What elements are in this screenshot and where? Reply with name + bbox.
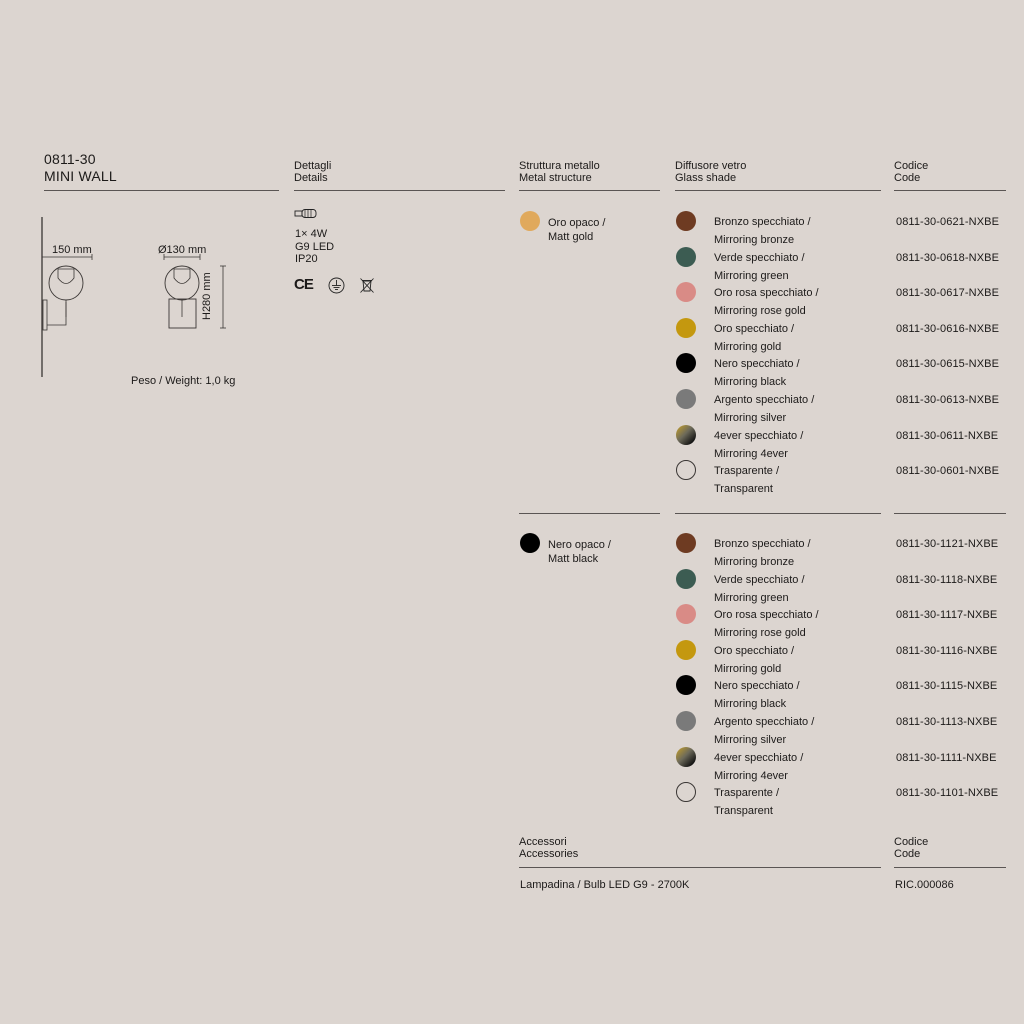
divider xyxy=(519,190,660,191)
product-variant-code: 0811-30-0617-NXBE xyxy=(896,287,1000,300)
product-variant-code: 0811-30-0621-NXBE xyxy=(896,216,1000,228)
details-power: 1× 4W xyxy=(295,228,328,240)
glass-name-it: Trasparente / xyxy=(714,787,780,800)
header-glass xyxy=(675,160,746,184)
ground-icon xyxy=(328,277,345,294)
product-variant-code: 0811-30-0613-NXBE xyxy=(896,394,1000,406)
glass-label xyxy=(714,249,805,285)
glass-name-it: Oro specchiato / xyxy=(714,644,795,657)
accessory-name: Lampadina / Bulb LED G9 - 2700K xyxy=(520,879,690,891)
product-variant-code: 0811-30-1111-NXBE xyxy=(896,751,997,764)
divider xyxy=(675,513,881,514)
glass-name-it: Bronzo specchiato / xyxy=(714,538,811,550)
product-variant-code: 0811-30-1117-NXBE xyxy=(896,609,998,622)
details-specs xyxy=(295,228,334,266)
glass-swatch xyxy=(676,675,696,695)
glass-label xyxy=(714,427,803,463)
glass-label xyxy=(714,284,819,320)
glass-name-it: Bronzo specchiato / xyxy=(714,216,811,228)
glass-label xyxy=(714,677,800,713)
glass-swatch xyxy=(676,782,696,802)
divider xyxy=(675,190,881,191)
glass-name-en: Mirroring bronze xyxy=(714,234,795,246)
ce-mark-icon: CE xyxy=(294,276,313,293)
glass-name-it: Oro specchiato / xyxy=(714,322,795,335)
header-accessories-code xyxy=(894,836,928,860)
glass-swatch xyxy=(676,389,696,409)
header-metal xyxy=(519,160,600,184)
metal-swatch-matt-gold xyxy=(520,211,540,231)
metal-name-it: Oro opaco / xyxy=(548,217,606,229)
metal-swatch-matt-black xyxy=(520,533,540,553)
glass-name-it: Trasparente / xyxy=(714,465,780,478)
glass-swatch xyxy=(676,353,696,373)
glass-swatch xyxy=(676,247,696,267)
glass-name-it: Argento specchiato / xyxy=(714,716,815,728)
weight-label: Peso / Weight: 1,0 kg xyxy=(131,375,236,387)
accessory-code: RIC.000086 xyxy=(895,879,954,891)
divider xyxy=(519,513,660,514)
glass-name-it: Verde specchiato / xyxy=(714,573,805,586)
metal-label xyxy=(548,216,605,244)
glass-name-en: Mirroring black xyxy=(714,698,787,711)
header-code-it: Codice xyxy=(894,836,929,848)
header-accessories xyxy=(519,836,578,860)
header-details-en: Details xyxy=(294,172,328,184)
glass-label xyxy=(714,571,805,607)
divider xyxy=(519,867,881,868)
glass-name-en: Mirroring silver xyxy=(714,734,787,746)
glass-name-it: 4ever specchiato / xyxy=(714,751,804,764)
glass-name-en: Mirroring black xyxy=(714,376,787,389)
glass-name-en: Mirroring 4ever xyxy=(714,769,788,782)
glass-label xyxy=(714,606,819,642)
glass-label xyxy=(714,713,814,749)
glass-name-it: Verde specchiato / xyxy=(714,251,805,264)
glass-swatch xyxy=(676,460,696,480)
glass-label xyxy=(714,320,794,356)
product-variant-code: 0811-30-1118-NXBE xyxy=(896,573,998,586)
header-metal-it: Struttura metallo xyxy=(519,160,600,172)
header-details-it: Dettagli xyxy=(294,160,332,172)
product-variant-code: 0811-30-0616-NXBE xyxy=(896,322,1000,335)
header-details xyxy=(294,160,331,184)
height-label: H280 mm xyxy=(201,272,213,320)
glass-swatch xyxy=(676,425,696,445)
glass-label xyxy=(714,535,811,571)
glass-swatch xyxy=(676,569,696,589)
product-variant-code: 0811-30-1101-NXBE xyxy=(896,787,999,800)
glass-name-en: Mirroring rose gold xyxy=(714,305,806,318)
header-accessories-it: Accessori xyxy=(519,836,567,848)
glass-name-it: 4ever specchiato / xyxy=(714,429,804,442)
divider xyxy=(894,867,1006,868)
details-source: G9 LED xyxy=(295,240,335,253)
glass-label xyxy=(714,355,800,391)
header-code-en: Code xyxy=(894,172,921,184)
product-variant-code: 0811-30-1116-NXBE xyxy=(896,644,998,657)
metal-name-en: Matt gold xyxy=(548,231,594,243)
glass-name-en: Mirroring silver xyxy=(714,412,787,424)
diameter-label: Ø130 mm xyxy=(158,244,207,256)
divider xyxy=(894,513,1006,514)
glass-name-it: Argento specchiato / xyxy=(714,394,815,406)
glass-label xyxy=(714,642,794,678)
divider xyxy=(44,190,279,191)
product-variant-code: 0811-30-1113-NXBE xyxy=(896,716,998,728)
product-variant-code: 0811-30-0611-NXBE xyxy=(896,429,999,442)
glass-label xyxy=(714,749,803,785)
glass-swatch xyxy=(676,282,696,302)
bulb-icon xyxy=(294,208,320,219)
product-variant-code: 0811-30-0601-NXBE xyxy=(896,465,1000,478)
metal-label xyxy=(548,538,611,566)
product-name: MINI WALL xyxy=(44,168,117,184)
glass-label xyxy=(714,391,814,427)
glass-label xyxy=(714,213,811,249)
header-glass-it: Diffusore vetro xyxy=(675,160,747,172)
metal-name-en: Matt black xyxy=(548,553,599,565)
header-code xyxy=(894,160,928,184)
product-variant-code: 0811-30-0615-NXBE xyxy=(896,358,1000,371)
glass-name-it: Nero specchiato / xyxy=(714,358,800,371)
header-metal-en: Metal structure xyxy=(519,172,592,184)
glass-name-en: Mirroring bronze xyxy=(714,556,795,568)
metal-name-it: Nero opaco / xyxy=(548,539,611,551)
details-ip: IP20 xyxy=(295,253,318,265)
product-code: 0811-30 xyxy=(44,151,96,167)
product-variant-code: 0811-30-1115-NXBE xyxy=(896,680,998,693)
divider xyxy=(294,190,505,191)
product-variant-code: 0811-30-1121-NXBE xyxy=(896,538,999,550)
glass-swatch xyxy=(676,711,696,731)
glass-swatch xyxy=(676,211,696,231)
glass-name-it: Nero specchiato / xyxy=(714,680,800,693)
glass-name-en: Mirroring green xyxy=(714,591,789,604)
glass-name-en: Mirroring gold xyxy=(714,340,782,353)
glass-name-en: Mirroring green xyxy=(714,269,789,282)
header-code-it: Codice xyxy=(894,160,929,172)
glass-name-en: Mirroring 4ever xyxy=(714,447,788,460)
weee-bin-icon xyxy=(359,277,375,294)
technical-drawing xyxy=(30,205,260,390)
glass-swatch xyxy=(676,604,696,624)
header-accessories-en: Accessories xyxy=(519,848,579,860)
glass-swatch xyxy=(676,318,696,338)
divider xyxy=(894,190,1006,191)
glass-name-it: Oro rosa specchiato / xyxy=(714,287,819,300)
glass-swatch xyxy=(676,640,696,660)
width-label: 150 mm xyxy=(52,244,92,256)
glass-swatch xyxy=(676,747,696,767)
product-variant-code: 0811-30-0618-NXBE xyxy=(896,251,1000,264)
glass-name-en: Transparent xyxy=(714,483,773,496)
glass-name-it: Oro rosa specchiato / xyxy=(714,609,819,622)
glass-label xyxy=(714,462,779,498)
glass-name-en: Transparent xyxy=(714,805,773,818)
glass-label xyxy=(714,784,779,820)
glass-swatch xyxy=(676,533,696,553)
glass-name-en: Mirroring rose gold xyxy=(714,627,806,640)
header-glass-en: Glass shade xyxy=(675,172,737,184)
glass-name-en: Mirroring gold xyxy=(714,662,782,675)
header-code-en: Code xyxy=(894,848,921,860)
